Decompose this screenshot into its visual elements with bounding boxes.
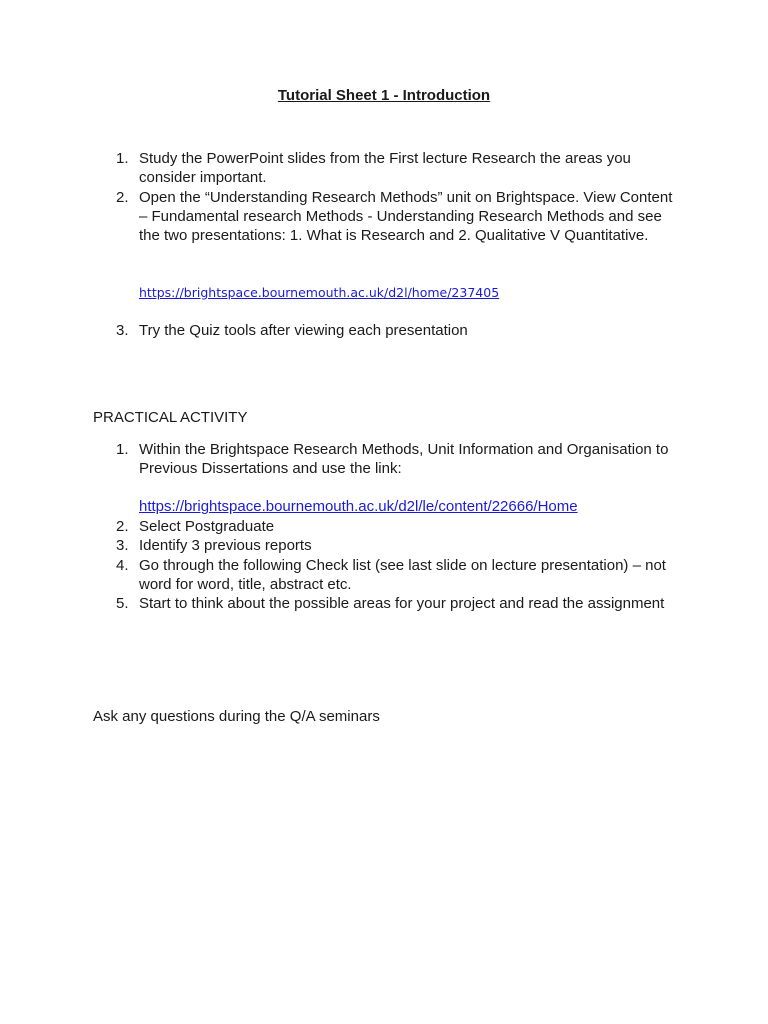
list-item-text: Open the “Understanding Research Methods” unit on Brightspace. View Content – Fundamental research Methods - Understanding Research Methods and see the two presentations: 1. What is Research and 2. Qualitative V Quantitative. — [139, 188, 673, 245]
list-item-text: Try the Quiz tools after viewing each presentation — [139, 322, 468, 339]
list-item-text: Within the Brightspace Research Methods, Unit Information and Organisation to Previous Dissertations and use the link: — [139, 441, 669, 478]
list-item — [93, 149, 683, 188]
list-item-text: Start to think about the possible areas for your project and read the assignment — [139, 595, 665, 613]
list-number: 1. — [116, 441, 129, 458]
list-item — [93, 440, 683, 479]
list-number: 5. — [116, 595, 129, 613]
list-number: 4. — [116, 556, 129, 574]
list-item-text: Select Postgraduate — [139, 518, 275, 535]
tutorial-list — [93, 149, 683, 245]
list-number: 3. — [116, 322, 129, 339]
brightspace-home-link-line — [139, 284, 499, 301]
list-item — [93, 188, 683, 246]
previous-dissertations-link[interactable]: https://brightspace.bournemouth.ac.uk/d2l/le/content/22666/Home — [139, 498, 578, 515]
list-number: 1. — [116, 150, 129, 167]
tutorial-list-continued — [93, 321, 683, 340]
list-number: 2. — [116, 518, 129, 535]
previous-dissertations-link-line — [139, 498, 578, 515]
list-item — [93, 517, 683, 536]
page-title: Tutorial Sheet 1 - Introduction — [277, 87, 491, 104]
practical-list — [93, 440, 683, 479]
list-number: 3. — [116, 537, 129, 555]
list-item — [93, 536, 683, 555]
brightspace-home-link[interactable]: https://brightspace.bournemouth.ac.uk/d2l/home/237405 — [139, 285, 500, 300]
list-item-text: Study the PowerPoint slides from the First lecture Research the areas you consider important. — [139, 150, 631, 187]
list-number: 2. — [116, 188, 129, 206]
list-item — [93, 321, 683, 340]
list-item-text: Identify 3 previous reports — [139, 537, 312, 555]
list-item — [93, 594, 683, 613]
list-item-text: Go through the following Check list (see last slide on lecture presentation) – not word for word, title, abstract etc. — [139, 556, 666, 593]
list-item — [93, 556, 683, 595]
closing-note: Ask any questions during the Q/A seminars — [93, 708, 380, 725]
practical-activity-heading: PRACTICAL ACTIVITY — [93, 409, 248, 426]
practical-list-continued — [93, 517, 683, 613]
